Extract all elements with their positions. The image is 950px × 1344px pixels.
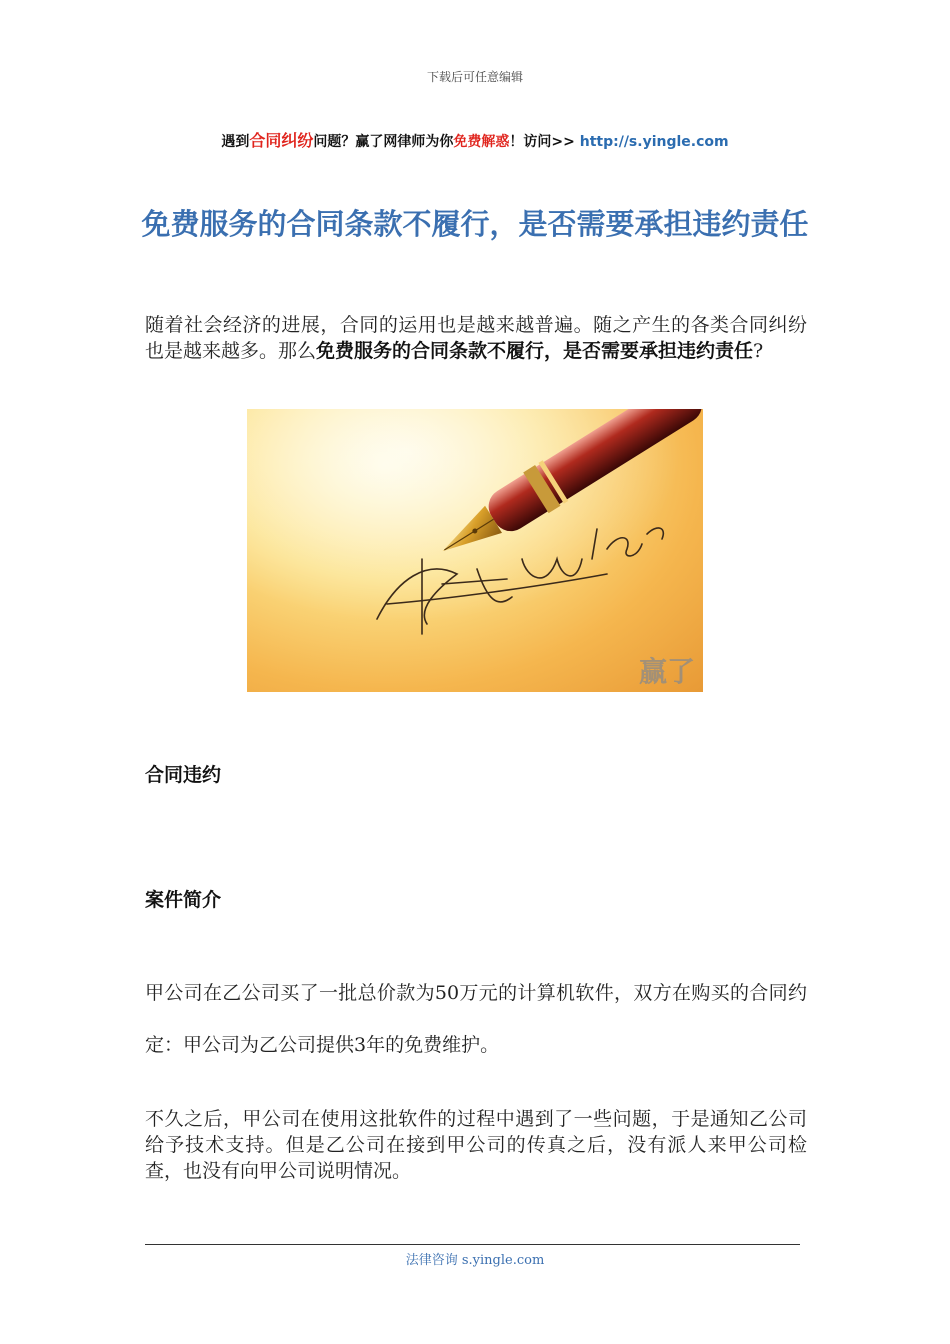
intro-paragraph: [145, 312, 807, 364]
fountain-pen-image: [247, 409, 703, 692]
promo-highlight-contract: 合同纠纷: [249, 131, 314, 150]
footer-link[interactable]: 法律咨询 s.yingle.com: [405, 1253, 545, 1268]
intro-text: 随着社会经济的进展，合同的运用也是越来越普遍。随之产生的各类合同纠纷也是越来越多。那么: [145, 314, 807, 362]
promo-text-1: 遇到: [221, 134, 250, 150]
promo-banner: [0, 128, 950, 151]
footer-divider: [145, 1244, 800, 1245]
promo-link[interactable]: http://s.yingle.com: [579, 134, 729, 150]
promo-text-3: ！访问>>: [509, 134, 580, 150]
case-paragraph: 甲公司在乙公司买了一批总价款为50万元的计算机软件，双方在购买的合同约定：甲公司为乙公司提供3年的免费维护。: [145, 982, 807, 1056]
promo-text-2: 问题？赢了网律师为你: [313, 134, 454, 150]
intro-bold-question: 免费服务的合同条款不履行，是否需要承担违约责任: [316, 340, 754, 362]
article-title: 免费服务的合同条款不履行，是否需要承担违约责任: [141, 207, 809, 241]
followup-paragraph: 不久之后，甲公司在使用这批软件的过程中遇到了一些问题，于是通知乙公司给予技术支持。但是乙公司在接到甲公司的传真之后，没有派人来甲公司检查，也没有向甲公司说明情况。: [145, 1108, 807, 1182]
header-note: 下载后可任意编辑: [426, 70, 523, 84]
image-watermark: 赢了: [639, 655, 696, 688]
section-heading-case: 案件简介: [145, 889, 222, 911]
section-heading-breach: 合同违约: [145, 764, 222, 786]
promo-highlight-free: 免费解惑: [453, 134, 510, 150]
intro-end: ?: [753, 340, 764, 362]
